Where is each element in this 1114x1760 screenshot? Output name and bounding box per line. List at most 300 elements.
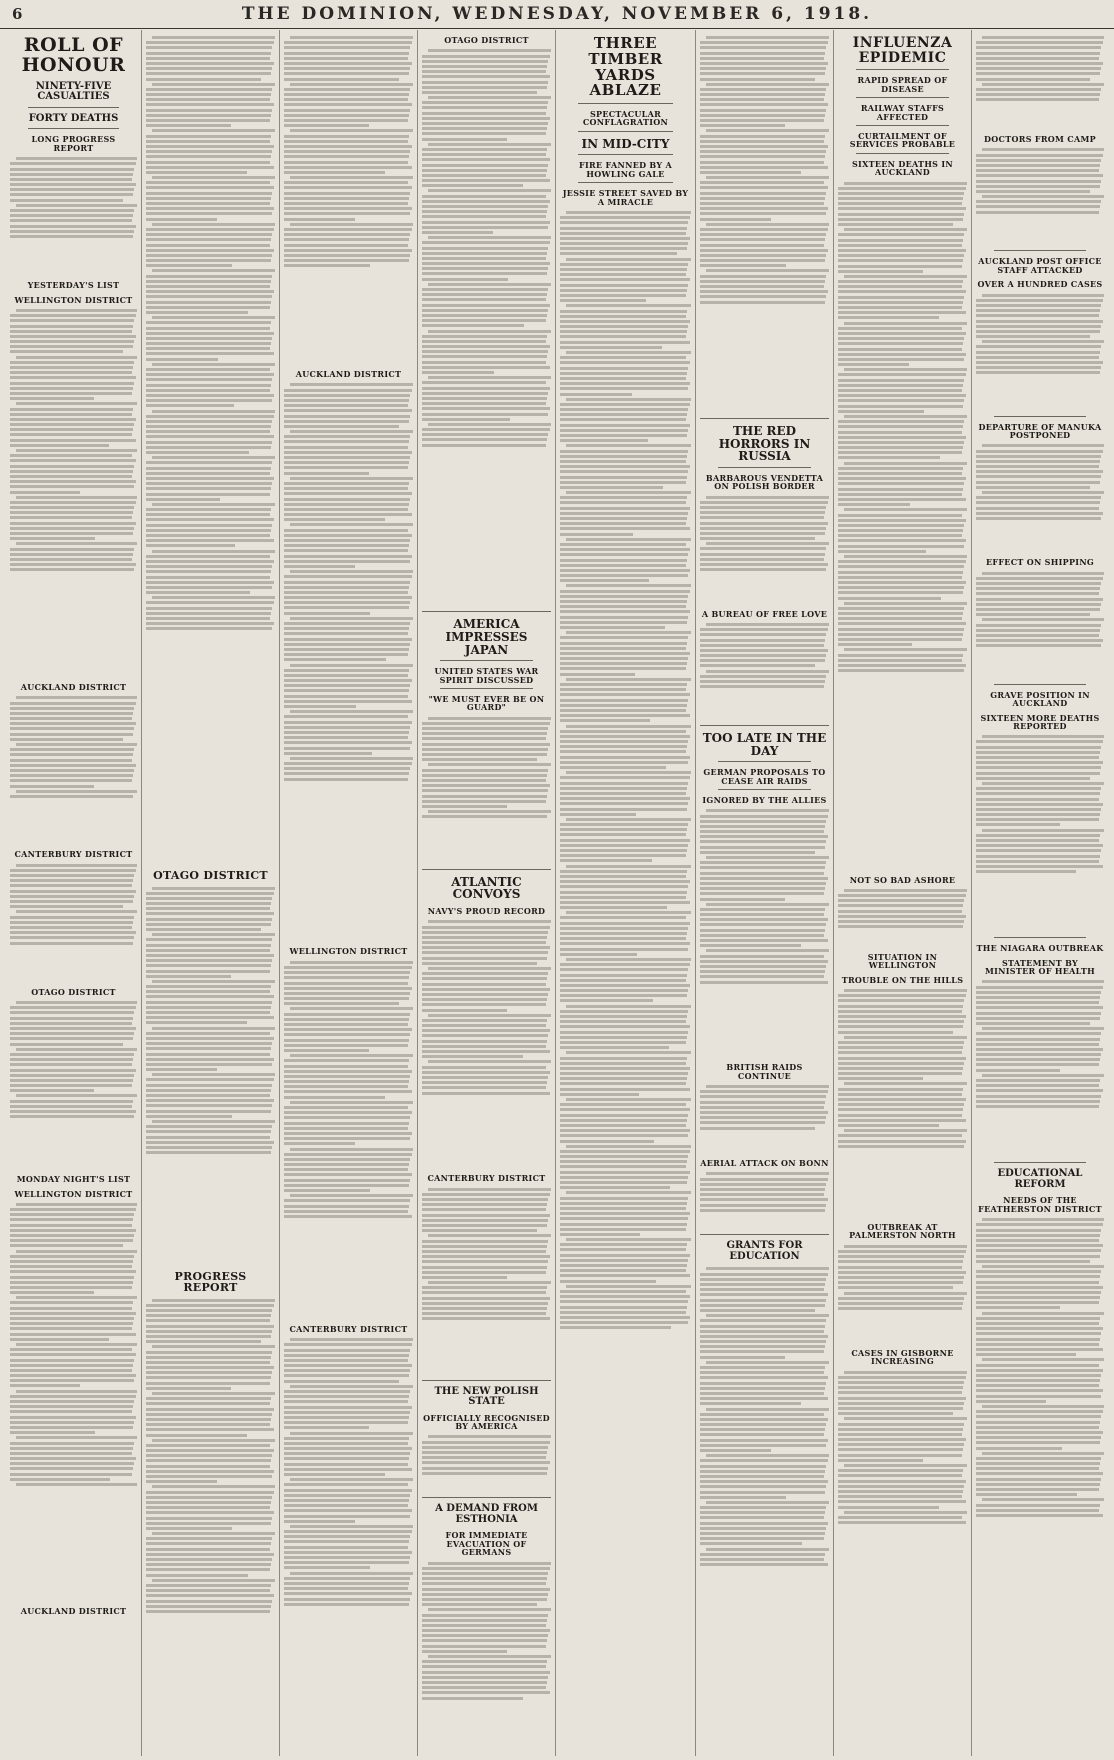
text-line — [146, 1517, 272, 1520]
text-line — [982, 195, 1104, 198]
text-line — [560, 657, 688, 660]
text-line — [706, 1172, 829, 1175]
text-line — [838, 306, 962, 309]
text-line — [976, 507, 1099, 510]
text-line — [284, 1426, 369, 1429]
text-line — [146, 581, 274, 584]
text-line — [976, 154, 1103, 157]
text-line — [146, 275, 272, 278]
text-line — [422, 309, 548, 312]
text-line — [10, 1260, 133, 1263]
text-line — [10, 1442, 134, 1445]
text-line — [146, 244, 270, 247]
text-line — [10, 475, 132, 478]
text-line — [146, 1356, 271, 1359]
text-line — [146, 1480, 217, 1483]
text-line — [422, 184, 523, 187]
text-line — [152, 36, 275, 39]
text-line — [838, 622, 966, 625]
text-line — [146, 52, 271, 55]
text-line — [422, 371, 494, 374]
text-line — [700, 1366, 825, 1369]
article-body — [10, 999, 137, 1169]
text-line — [422, 1276, 507, 1279]
text-line — [152, 1027, 275, 1030]
text-line — [10, 366, 133, 369]
text-line — [152, 456, 275, 459]
text-line — [422, 210, 547, 213]
text-line — [838, 904, 963, 907]
subhead-bonn: AERIAL ATTACK ON BONN — [700, 1158, 829, 1169]
text-line — [284, 971, 410, 974]
text-line — [10, 168, 134, 171]
text-line — [560, 507, 690, 510]
text-line — [700, 939, 828, 942]
text-line — [422, 993, 548, 996]
text-line — [560, 1010, 688, 1013]
text-line — [10, 335, 136, 338]
text-line — [976, 460, 1100, 463]
text-line — [560, 1103, 686, 1106]
text-line — [10, 707, 134, 710]
text-line — [10, 413, 132, 416]
text-line — [976, 205, 1100, 208]
text-line — [284, 1163, 409, 1166]
text-line — [422, 1076, 548, 1079]
text-line — [428, 717, 551, 720]
text-line — [976, 88, 1101, 91]
text-line — [10, 361, 134, 364]
text-line — [146, 1011, 270, 1014]
text-line — [976, 356, 1099, 359]
text-line — [10, 1338, 109, 1341]
text-line — [700, 628, 828, 631]
text-line — [146, 1459, 271, 1462]
text-line — [10, 465, 134, 468]
text-line — [146, 1610, 270, 1613]
page-number: 6 — [12, 5, 23, 23]
text-line — [422, 1634, 548, 1637]
text-line — [284, 1603, 409, 1606]
text-line — [284, 643, 410, 646]
text-line — [976, 345, 1101, 348]
text-line — [146, 1465, 270, 1468]
text-line — [838, 436, 966, 439]
text-line — [976, 320, 1103, 323]
text-line — [700, 654, 826, 657]
text-line — [16, 790, 137, 793]
text-line — [422, 262, 550, 265]
text-line — [844, 1082, 967, 1085]
text-line — [700, 301, 825, 304]
headline-influenza: INFLUENZA EPIDEMIC — [852, 35, 953, 66]
text-line — [700, 124, 785, 127]
text-line — [566, 1145, 691, 1148]
text-line — [838, 311, 966, 314]
text-line — [838, 1474, 962, 1477]
subhead-palmerston-north: OUTBREAK AT PALMERSTON NORTH — [849, 1222, 956, 1241]
text-line — [284, 772, 409, 775]
text-line — [566, 771, 691, 774]
text-line — [10, 1447, 133, 1450]
text-line — [838, 233, 964, 236]
text-line — [560, 719, 650, 722]
text-line — [982, 1498, 1104, 1501]
text-line — [838, 467, 963, 470]
text-line — [560, 823, 688, 826]
text-line — [10, 1416, 136, 1419]
text-line — [700, 970, 825, 973]
text-line — [700, 207, 828, 210]
text-line — [10, 459, 136, 462]
subhead-sixteen-more: SIXTEEN MORE DEATHS REPORTED — [980, 712, 1100, 731]
text-line — [560, 1129, 690, 1132]
text-line — [700, 1506, 826, 1509]
text-line — [706, 83, 829, 86]
text-line — [560, 636, 688, 639]
text-line — [700, 1392, 824, 1395]
text-line — [976, 1255, 1100, 1258]
text-line — [146, 301, 271, 304]
text-line — [838, 1381, 964, 1384]
text-line — [706, 496, 829, 499]
text-line — [10, 376, 136, 379]
text-line — [560, 979, 686, 982]
text-line — [976, 1032, 1101, 1035]
text-line — [284, 1566, 370, 1569]
text-line — [284, 555, 412, 558]
text-line — [976, 1100, 1100, 1103]
text-line — [706, 223, 829, 226]
text-line — [700, 872, 824, 875]
headline-red-horrors: THE RED HORRORS IN RUSSIA — [718, 424, 811, 464]
subhead-sixteen-deaths: SIXTEEN DEATHS IN AUCKLAND — [851, 158, 953, 178]
text-line — [560, 1259, 688, 1262]
article-body — [976, 978, 1104, 1158]
text-line — [10, 905, 123, 908]
text-line — [10, 1079, 133, 1082]
text-line — [706, 1408, 829, 1411]
text-line — [700, 264, 786, 267]
subhead-ignored: IGNORED BY THE ALLIES — [702, 794, 827, 805]
text-line — [976, 1369, 1103, 1372]
text-line — [16, 1483, 137, 1486]
text-line — [10, 558, 132, 561]
text-line — [422, 132, 546, 135]
text-line — [284, 606, 409, 609]
text-line — [10, 1333, 136, 1336]
text-line — [428, 810, 551, 813]
section-progress-report: PROGRESS REPORT — [174, 1269, 247, 1295]
text-line — [838, 612, 963, 615]
text-line — [838, 664, 966, 667]
text-line — [10, 1400, 134, 1403]
text-line — [838, 1402, 964, 1405]
text-line — [284, 254, 410, 257]
text-line — [976, 1415, 1101, 1418]
text-line — [10, 230, 134, 233]
text-line — [284, 78, 399, 81]
text-line — [982, 782, 1104, 785]
text-line — [976, 1353, 1076, 1356]
text-line — [838, 1386, 963, 1389]
text-line — [16, 1250, 137, 1253]
text-line — [284, 1442, 408, 1445]
text-line — [422, 288, 548, 291]
section-yesterdays-list: YESTERDAY'S LIST — [27, 280, 120, 291]
text-line — [700, 218, 771, 221]
text-line — [566, 1285, 691, 1288]
text-line — [146, 1016, 274, 1019]
text-line — [10, 470, 133, 473]
article-body — [976, 442, 1104, 552]
text-line — [982, 294, 1104, 297]
text-line — [700, 1496, 786, 1499]
text-line — [422, 1451, 547, 1454]
text-line — [422, 195, 546, 198]
text-line — [976, 761, 1103, 764]
text-line — [10, 428, 133, 431]
text-line — [976, 371, 1100, 374]
text-line — [146, 46, 272, 49]
text-line — [560, 330, 687, 333]
text-line — [560, 590, 690, 593]
text-line — [422, 1240, 548, 1243]
text-line — [700, 866, 825, 869]
text-line — [700, 1288, 824, 1291]
text-line — [284, 186, 412, 189]
text-line — [560, 642, 687, 645]
text-line — [700, 1319, 826, 1322]
text-line — [284, 508, 408, 511]
text-line — [700, 52, 825, 55]
text-line — [566, 818, 691, 821]
text-line — [560, 699, 688, 702]
text-line — [428, 1188, 551, 1191]
text-line — [284, 1106, 408, 1109]
text-line — [10, 926, 132, 929]
text-line — [560, 1041, 686, 1044]
text-line — [560, 1031, 688, 1034]
text-line — [284, 726, 410, 729]
text-line — [560, 605, 686, 608]
text-line — [976, 1389, 1103, 1392]
text-line — [566, 444, 691, 447]
text-line — [146, 207, 274, 210]
text-line — [10, 753, 133, 756]
text-line — [838, 239, 963, 242]
text-line — [560, 346, 662, 349]
text-line — [976, 792, 1100, 795]
text-line — [700, 1511, 825, 1514]
article-body — [560, 209, 691, 1756]
text-line — [422, 779, 546, 782]
article-body — [838, 887, 967, 947]
text-line — [290, 430, 413, 433]
text-line — [284, 119, 408, 122]
text-line — [422, 1066, 546, 1069]
text-line — [838, 244, 962, 247]
text-line — [10, 942, 133, 945]
text-line — [146, 1366, 274, 1369]
text-line — [976, 1436, 1101, 1439]
text-line — [700, 181, 824, 184]
text-line — [560, 1290, 686, 1293]
text-line — [976, 1244, 1103, 1247]
text-line — [844, 1245, 967, 1248]
text-line — [10, 1058, 133, 1061]
newspaper-title: THE DOMINION, WEDNESDAY, NOVEMBER 6, 1918. — [241, 4, 873, 24]
text-line — [152, 503, 275, 506]
text-line — [838, 1391, 962, 1394]
text-line — [146, 1151, 271, 1154]
text-line — [700, 680, 825, 683]
text-line — [976, 855, 1100, 858]
text-line — [838, 202, 962, 205]
text-line — [422, 381, 546, 384]
text-line — [290, 223, 413, 226]
text-line — [838, 425, 963, 428]
text-line — [700, 568, 826, 571]
text-line — [838, 607, 964, 610]
text-line — [560, 1082, 686, 1085]
subhead-grave-position: GRAVE POSITION IN AUCKLAND — [990, 689, 1090, 709]
text-line — [706, 623, 829, 626]
text-line — [10, 1301, 133, 1304]
text-line — [284, 992, 410, 995]
text-line — [10, 548, 134, 551]
text-line — [146, 918, 272, 921]
text-line — [16, 542, 137, 545]
text-line — [422, 1250, 546, 1253]
text-line — [146, 1584, 271, 1587]
text-line — [838, 1025, 963, 1028]
text-line — [10, 1100, 133, 1103]
headline-grants-education: GRANTS FOR EDUCATION — [726, 1240, 803, 1262]
text-line — [700, 1423, 826, 1426]
text-line — [982, 572, 1104, 575]
text-line — [976, 1462, 1100, 1465]
text-line — [982, 1358, 1104, 1361]
article-body — [422, 1560, 551, 1756]
text-line — [422, 1588, 550, 1591]
text-line — [10, 936, 134, 939]
text-line — [700, 1090, 828, 1093]
text-line — [422, 278, 508, 281]
text-line — [700, 98, 824, 101]
text-line — [700, 150, 826, 153]
text-line — [284, 1179, 410, 1182]
article-body — [976, 570, 1104, 680]
text-line — [10, 418, 136, 421]
text-line — [976, 1105, 1099, 1108]
text-line — [566, 211, 691, 214]
text-line — [422, 1034, 548, 1037]
text-line — [10, 1426, 133, 1429]
text-line — [560, 517, 687, 520]
text-line — [284, 1127, 408, 1130]
text-line — [422, 179, 550, 182]
headline-too-late: TOO LATE IN THE DAY — [702, 730, 827, 758]
text-line — [838, 493, 962, 496]
text-line — [146, 586, 272, 589]
text-line — [422, 335, 547, 338]
text-line — [560, 553, 688, 556]
text-line — [422, 200, 550, 203]
subhead-featherston: NEEDS OF THE FEATHERSTON DISTRICT — [978, 1195, 1102, 1214]
text-line — [146, 949, 270, 952]
text-line — [146, 327, 270, 330]
subhead-mid-city: IN MID-CITY — [581, 136, 670, 151]
text-line — [146, 1387, 231, 1390]
text-line — [146, 394, 274, 397]
text-line — [976, 1063, 1099, 1066]
text-line — [284, 181, 408, 184]
text-line — [284, 549, 408, 552]
text-line — [566, 865, 691, 868]
text-line — [284, 207, 412, 210]
text-line — [10, 1074, 134, 1077]
text-line — [146, 1021, 247, 1024]
text-line — [976, 1509, 1099, 1512]
text-line — [700, 527, 826, 530]
text-line — [146, 1146, 272, 1149]
text-line — [566, 351, 691, 354]
text-line — [284, 487, 408, 490]
text-line — [838, 1020, 964, 1023]
section-auckland-district-2: AUCKLAND DISTRICT — [20, 1605, 127, 1616]
text-line — [560, 356, 686, 359]
text-line — [976, 1286, 1103, 1289]
text-line — [284, 1546, 408, 1549]
text-line — [10, 506, 134, 509]
article-body — [976, 34, 1104, 129]
text-line — [146, 181, 270, 184]
text-line — [422, 1567, 550, 1570]
text-line — [10, 869, 136, 872]
text-line — [146, 902, 271, 905]
text-line — [976, 1017, 1100, 1020]
text-line — [976, 639, 1103, 642]
text-line — [284, 451, 412, 454]
text-line — [284, 88, 410, 91]
text-line — [146, 254, 272, 257]
text-line — [428, 376, 551, 379]
text-line — [422, 998, 547, 1001]
text-line — [838, 1046, 963, 1049]
text-line — [146, 1001, 272, 1004]
text-line — [976, 57, 1099, 60]
text-line — [700, 1480, 828, 1483]
text-line — [560, 1119, 687, 1122]
text-line — [838, 332, 966, 335]
text-line — [976, 823, 1060, 826]
text-line — [146, 1402, 270, 1405]
text-line — [284, 669, 409, 672]
text-line — [982, 36, 1104, 39]
text-line — [10, 1006, 136, 1009]
text-line — [422, 1092, 550, 1095]
text-line — [976, 159, 1101, 162]
text-line — [10, 733, 133, 736]
text-line — [976, 1249, 1101, 1252]
text-line — [284, 513, 412, 516]
text-line — [284, 1013, 410, 1016]
text-line — [560, 522, 686, 525]
text-line — [838, 1428, 963, 1431]
text-line — [560, 299, 646, 302]
text-line — [146, 1319, 270, 1322]
